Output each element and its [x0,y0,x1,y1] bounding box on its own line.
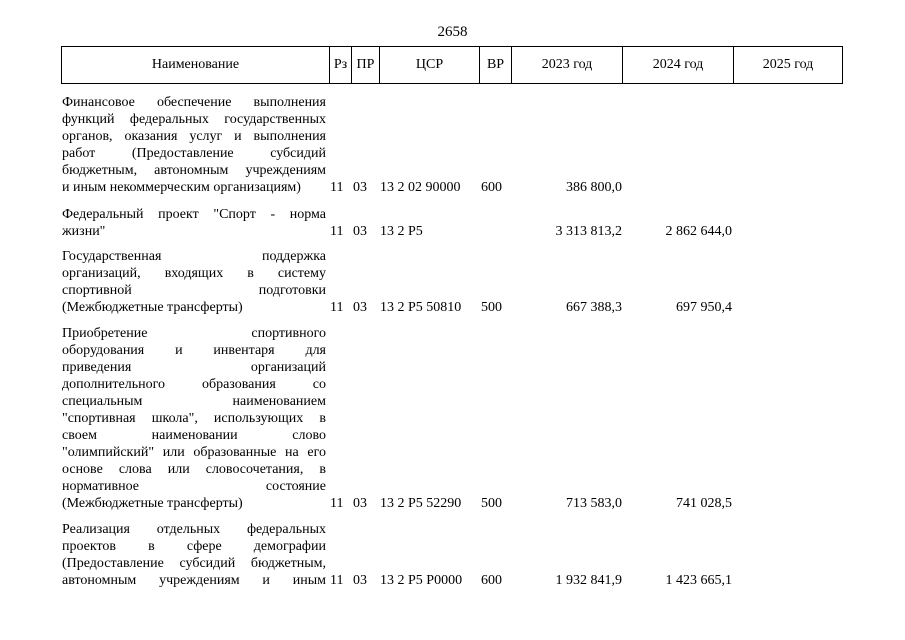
row-pr: 03 [353,573,367,588]
row-name-line: спортивной подготовки [62,283,326,298]
row-name-line: бюджетным, автономным учреждениям [62,163,326,178]
col-header-rz: Рз [330,47,352,83]
row-name [62,325,326,512]
row-value-2024: 1 423 665,1 [665,573,732,588]
page-number: 2658 [437,24,468,40]
row-csr: 13 2 Р5 50810 [380,300,462,315]
row-name-line: дополнительного образования со [62,377,326,392]
row-name-line: оборудования и инвентаря для [62,343,326,358]
row-name-line: Приобретение спортивного [62,326,326,341]
row-rz: 11 [330,496,344,511]
row-name-line: "спортивная школа", использующих в [62,411,326,426]
row-name-line: органов, оказания услуг и выполнения [62,129,326,144]
row-vr: 500 [481,496,502,511]
row-pr: 03 [353,180,367,195]
table-header [61,46,843,84]
row-value-2023: 1 932 841,9 [555,573,622,588]
row-csr: 13 2 Р5 Р0000 [380,573,463,588]
row-rz: 11 [330,573,344,588]
row-pr: 03 [353,224,367,239]
col-header-2024: 2024 год [623,47,734,83]
row-name-line: жизни" [62,224,106,239]
row-name-line: Финансовое обеспечение выполнения [62,95,326,110]
row-name-line: нормативное состояние [62,479,326,494]
row-value-2024: 697 950,4 [676,300,732,315]
row-name-line: специальным наименованием [62,394,326,409]
row-name-line: организаций, входящих в систему [62,266,326,281]
row-name-line: основе слова или словосочетания, в [62,462,326,477]
row-csr: 13 2 Р5 [380,224,423,239]
row-name-line: Реализация отдельных федеральных [62,522,326,537]
col-header-2025: 2025 год [762,57,814,72]
row-name-line: функций федеральных государственных [62,112,326,127]
col-header-csr: ЦСР [380,47,480,83]
row-rz: 11 [330,180,344,195]
row-name-line: Федеральный проект "Спорт - норма [62,207,326,222]
row-name-line: (Межбюджетные трансферты) [62,300,243,315]
row-name [62,94,326,196]
col-header-2023: 2023 год [512,47,623,83]
row-value-2023: 386 800,0 [566,180,622,195]
col-header-name: Наименование [62,47,330,83]
col-header-vr: ВР [480,47,512,83]
row-name-line: приведения организаций [62,360,326,375]
row-name-line: Государственная поддержка [62,249,326,264]
row-vr: 500 [481,300,502,315]
row-pr: 03 [353,496,367,511]
row-vr: 600 [481,573,502,588]
col-header-pr: ПР [352,47,380,83]
row-name-line: автономным учреждениям и иным [62,573,326,588]
row-pr: 03 [353,300,367,315]
row-value-2024: 2 862 644,0 [665,224,732,239]
row-vr: 600 [481,180,502,195]
row-rz: 11 [330,300,344,315]
row-name [62,521,326,589]
row-value-2024: 741 028,5 [676,496,732,511]
row-rz: 11 [330,224,344,239]
row-name [62,248,326,316]
row-name-line: "олимпийский" или образованные на его [62,445,326,460]
row-value-2023: 667 388,3 [566,300,622,315]
row-csr: 13 2 Р5 52290 [380,496,462,511]
row-value-2023: 3 313 813,2 [555,224,622,239]
row-name-line: (Предоставление субсидий бюджетным, [62,556,326,571]
row-name [62,206,326,240]
row-name-line: своем наименовании слово [62,428,326,443]
row-name-line: и иным некоммерческим организациям) [62,180,301,195]
row-name-line: проектов в сфере демографии [62,539,326,554]
row-name-line: (Межбюджетные трансферты) [62,496,243,511]
row-value-2023: 713 583,0 [566,496,622,511]
row-name-line: работ (Предоставление субсидий [62,146,326,161]
row-csr: 13 2 02 90000 [380,180,461,195]
